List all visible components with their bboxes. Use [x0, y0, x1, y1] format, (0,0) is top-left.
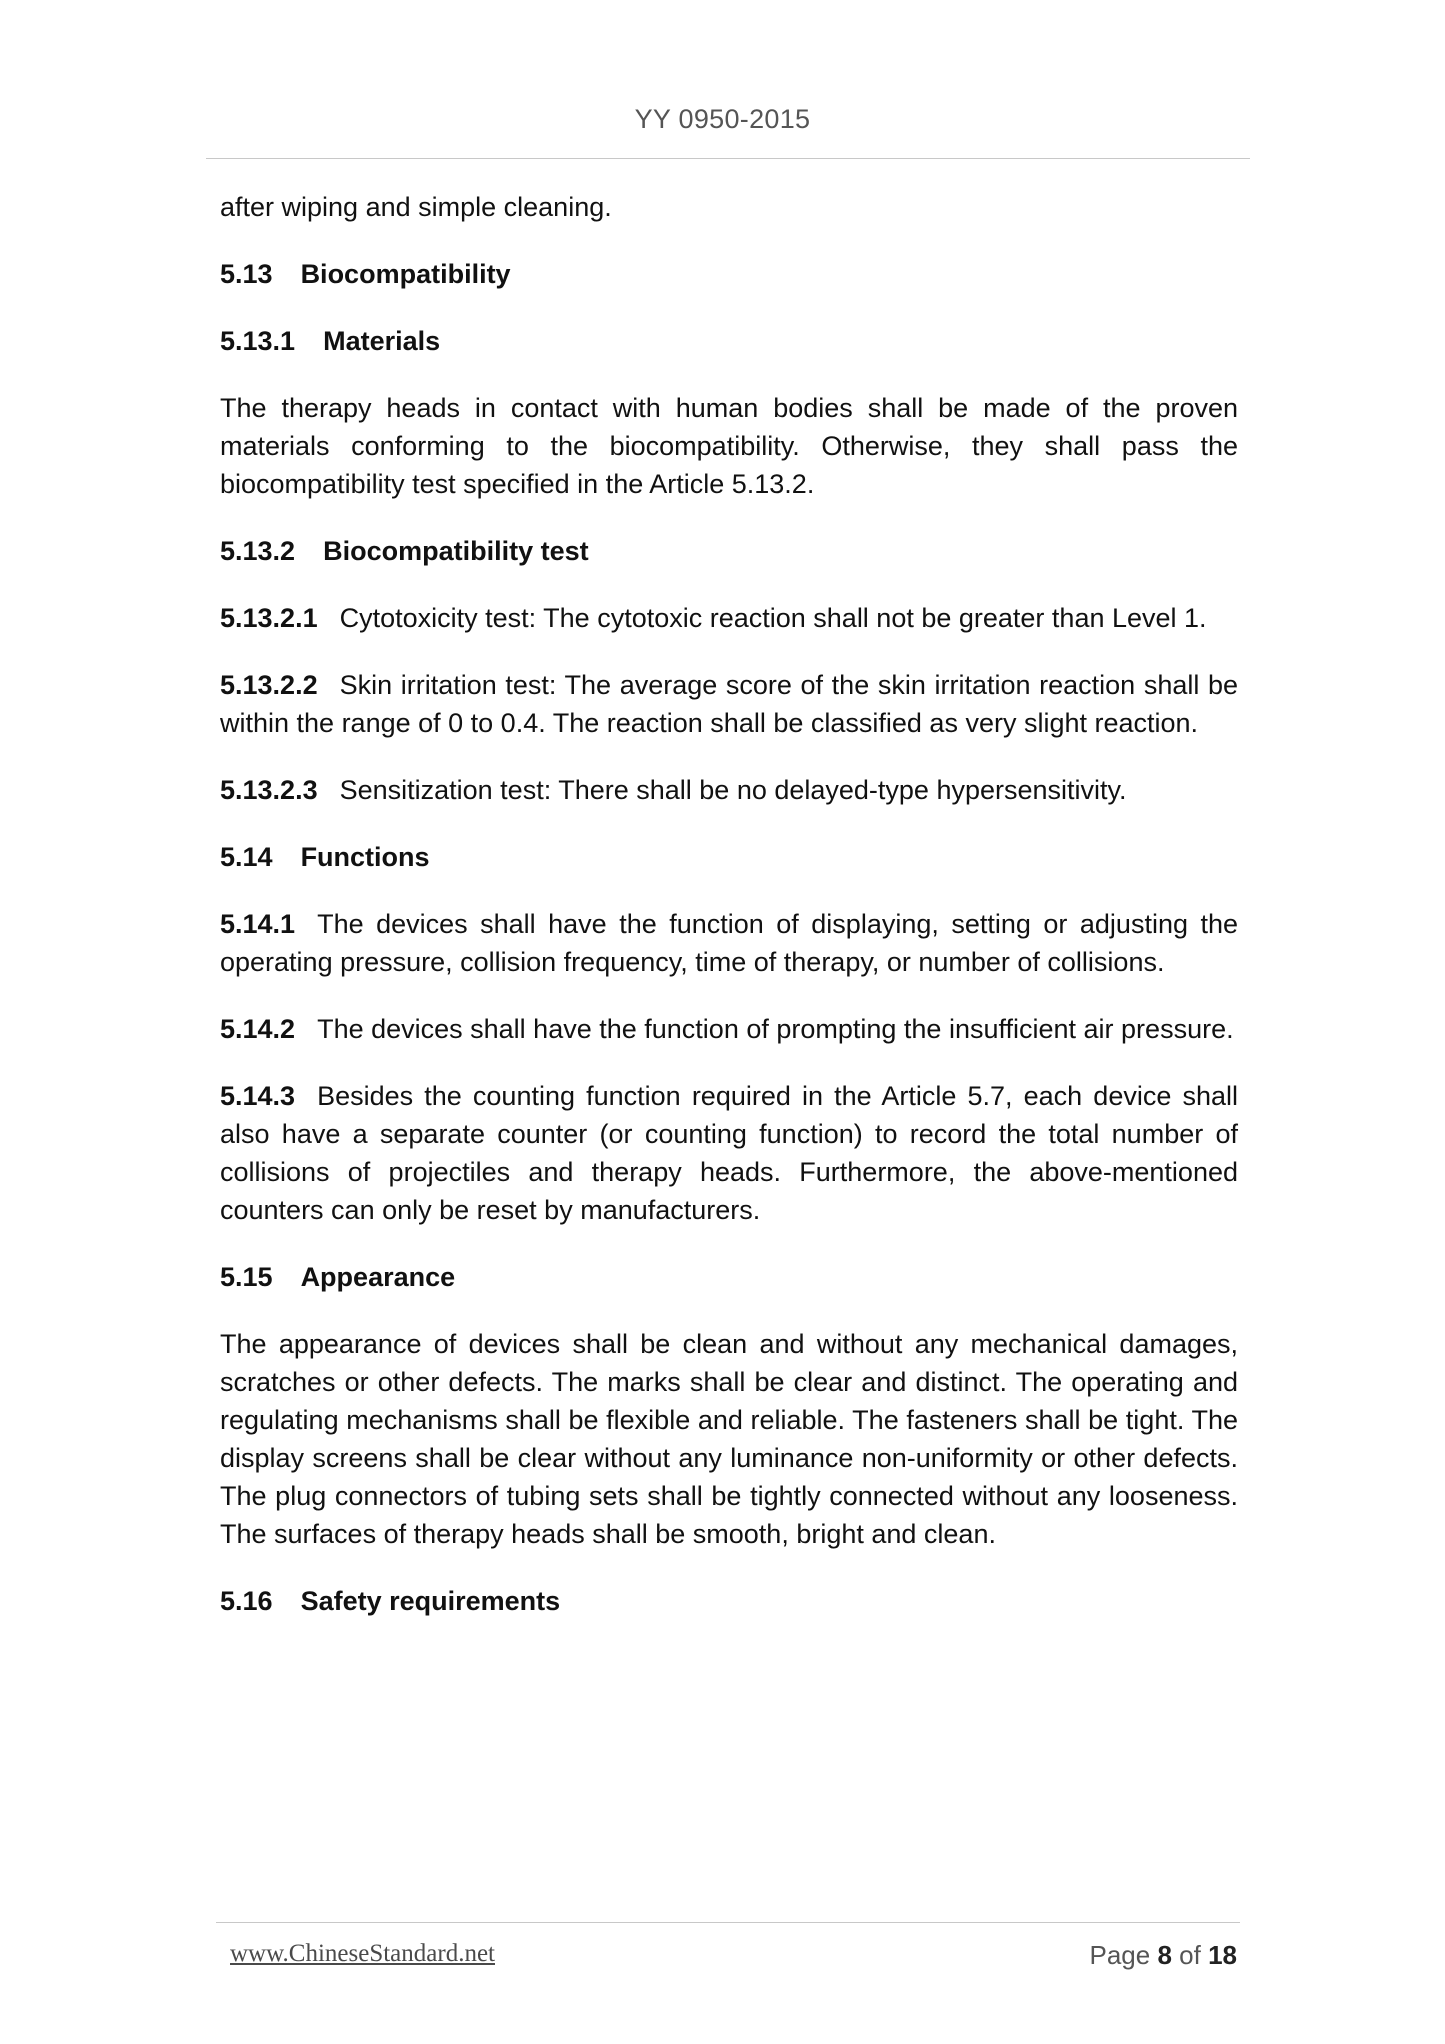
clause-5-13-2-2 [220, 666, 1238, 742]
section-5-15-paragraph: The appearance of devices shall be clean and without any mechanical damages, scratches or other defects. The marks shall be clear and distinct. The operating and regulating mechanisms shall be flexible and reliable. The fasteners shall be tight. The display screens shall be clear without any luminance non-uniformity or other defects. The plug connectors of tubing sets shall be tightly connected without any looseness. The surfaces of therapy heads shall be smooth, bright and clean. [220, 1329, 1238, 1549]
clause-text: Sensitization test: There shall be no delayed-type hypersensitivity. [339, 775, 1127, 805]
clause-text: Cytotoxicity test: The cytotoxic reaction shall not be greater than Level 1. [339, 603, 1207, 633]
header-divider [206, 158, 1250, 159]
section-number: 5.13 [220, 259, 273, 289]
section-title: Biocompatibility test [323, 536, 589, 566]
clause-text: Skin irritation test: The average score of the skin irritation reaction shall be within the range of 0 to 0.4. The reaction shall be classified as very slight reaction. [220, 670, 1238, 738]
section-title: Materials [323, 326, 441, 356]
section-5-14-heading [220, 838, 1238, 876]
page-label: Page [1089, 1940, 1151, 1970]
website-link[interactable]: www.ChineseStandard.net [230, 1940, 495, 1967]
clause-5-14-3 [220, 1077, 1238, 1229]
section-5-15-heading [220, 1258, 1238, 1296]
section-5-13-2-heading [220, 532, 1238, 570]
clause-5-13-2-1 [220, 599, 1238, 637]
document-body [220, 188, 1238, 1649]
section-number: 5.16 [220, 1586, 273, 1616]
section-5-13-1-heading [220, 322, 1238, 360]
clause-text: The devices shall have the function of prompting the insufficient air pressure. [317, 1014, 1234, 1044]
section-title: Biocompatibility [300, 259, 511, 289]
clause-number: 5.14.3 [220, 1081, 296, 1111]
section-number: 5.14 [220, 842, 273, 872]
section-number: 5.13.1 [220, 326, 296, 356]
section-title: Functions [300, 842, 430, 872]
clause-number: 5.14.1 [220, 909, 296, 939]
document-header: YY 0950-2015 [634, 104, 811, 134]
clause-number: 5.14.2 [220, 1014, 296, 1044]
clause-number: 5.13.2.2 [220, 670, 318, 700]
section-5-13-heading [220, 255, 1238, 293]
page-current: 8 [1157, 1940, 1172, 1970]
clause-5-13-2-3 [220, 771, 1238, 809]
page-total: 18 [1208, 1940, 1237, 1970]
clause-number: 5.13.2.1 [220, 603, 318, 633]
section-title: Safety requirements [300, 1586, 561, 1616]
page-indicator [1089, 1940, 1237, 1971]
intro-paragraph: after wiping and simple cleaning. [220, 192, 612, 222]
section-title: Appearance [300, 1262, 456, 1292]
footer-divider [216, 1922, 1240, 1923]
page-of: of [1179, 1940, 1201, 1970]
section-number: 5.13.2 [220, 536, 296, 566]
section-5-16-heading [220, 1582, 1238, 1620]
clause-number: 5.13.2.3 [220, 775, 318, 805]
clause-text: Besides the counting function required in the Article 5.7, each device shall also have a separate counter (or counting function) to record the total number of collisions of projectiles and therapy heads. Furthermore, the above-mentioned counters can only be reset by manufacturers. [220, 1081, 1238, 1225]
clause-text: The devices shall have the function of displaying, setting or adjusting the operating pressure, collision frequency, time of therapy, or number of collisions. [220, 909, 1238, 977]
section-number: 5.15 [220, 1262, 273, 1292]
clause-5-14-2 [220, 1010, 1238, 1048]
section-5-13-1-paragraph: The therapy heads in contact with human bodies shall be made of the proven materials conforming to the biocompatibility. Otherwise, they shall pass the biocompatibility test specified in the Article 5.13.2. [220, 393, 1238, 499]
clause-5-14-1 [220, 905, 1238, 981]
